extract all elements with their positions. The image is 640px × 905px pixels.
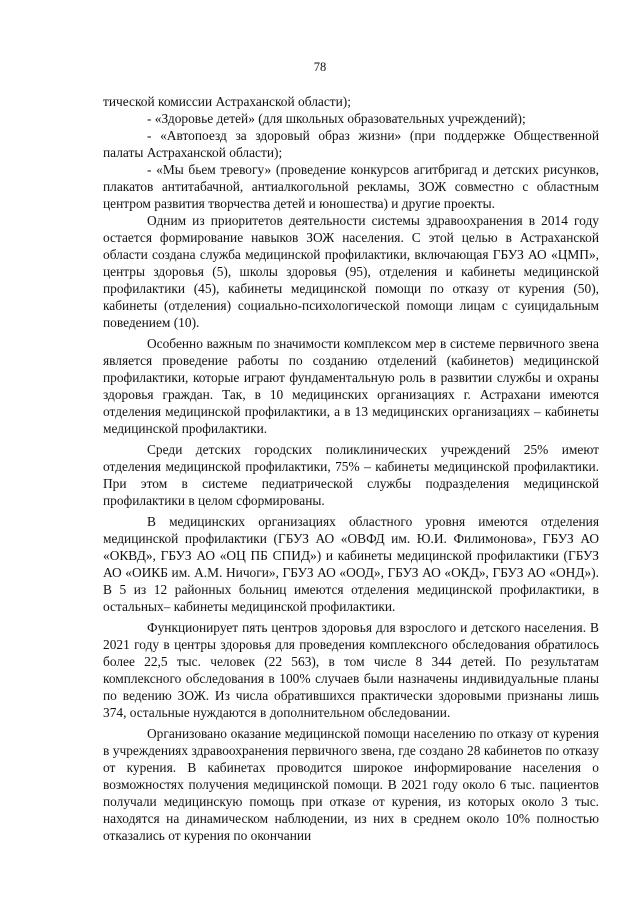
list-item: - «Здоровье детей» (для школьных образовательных учреждений);	[147, 111, 526, 126]
paragraph: Среди детских городских поликлинических учреждений 25% имеют отделения медицинской профилактики, 75% – кабинеты медицинской профилактики. При этом в системе педиатрической службы подразделения медицинской профилактики в целом сформированы.	[103, 442, 599, 508]
list-item: - «Мы бьем тревогу» (проведение конкурсов агитбригад и детских рисунков, плакатов антитабачной, антиалкогольной рекламы, ЗОЖ совместно с областным центром развития творчества детей и юношества) и другие проекты.	[103, 162, 599, 211]
paragraph: Организовано оказание медицинской помощи населению по отказу от курения в учреждениях здравоохранения первичного звена, где создано 28 кабинетов по отказу от курения. В кабинетах проводится широкое информирование населения о возможностях получения медицинской помощи. В 2021 году около 6 тыс. пациентов получали медицинскую помощь при отказе от курения, из которых около 3 тыс. находятся на динамическом наблюдении, из них в среднем около 10% полностью отказались от курения по окончании	[103, 726, 599, 843]
list-item: - «Автопоезд за здоровый образ жизни» (при поддержке Общественной палаты Астраханской области);	[103, 128, 599, 160]
body-text	[103, 93, 599, 844]
page-number: 78	[313, 60, 327, 74]
paragraph: Функционирует пять центров здоровья для взрослого и детского населения. В 2021 году в центры здоровья для проведения комплексного обследования обратилось более 22,5 тыс. человек (22 563), в том числе 8 344 детей. По результатам комплексного обследования в 100% случаев были назначены индивидуальные планы по ведению ЗОЖ. Из числа обратившихся практически здоровыми признаны лишь 374, остальные нуждаются в дополнительном обследовании.	[103, 620, 599, 720]
paragraph: Одним из приоритетов деятельности системы здравоохранения в 2014 году остается формирование навыков ЗОЖ населения. С этой целью в Астраханской области создана служба медицинской профилактики, включающая ГБУЗ АО «ЦМП», центры здоровья (5), школы здоровья (95), отделения и кабинеты медицинской профилактики (45), кабинеты медицинской помощи по отказу от курения (50), кабинеты (отделения) социально-психологической помощи лицам с суицидальным поведением (10).	[103, 213, 599, 330]
paragraph: тической комиссии Астраханской области);	[103, 94, 351, 109]
paragraph: Особенно важным по значимости комплексом мер в системе первичного звена является проведение работы по созданию отделений (кабинетов) медицинской профилактики, которые играют фундаментальную роль в развитии службы и охраны здоровья граждан. Так, в 10 медицинских организациях г. Астрахани имеются отделения медицинской профилактики, а в 13 медицинских организациях – кабинеты медицинской профилактики.	[103, 336, 599, 436]
paragraph: В медицинских организациях областного уровня имеются отделения медицинской профилактики (ГБУЗ АО «ОВФД им. Ю.И. Филимонова», ГБУЗ АО «ОКВД», ГБУЗ АО «ОЦ ПБ СПИД») и кабинеты медицинской профилактики (ГБУЗ АО «ОИКБ им. А.М. Ничоги», ГБУЗ АО «ООД», ГБУЗ АО «ОКД», ГБУЗ АО «ОНД»). В 5 из 12 районных больниц имеются отделения медицинской профилактики, в остальных– кабинеты медицинской профилактики.	[103, 514, 599, 614]
